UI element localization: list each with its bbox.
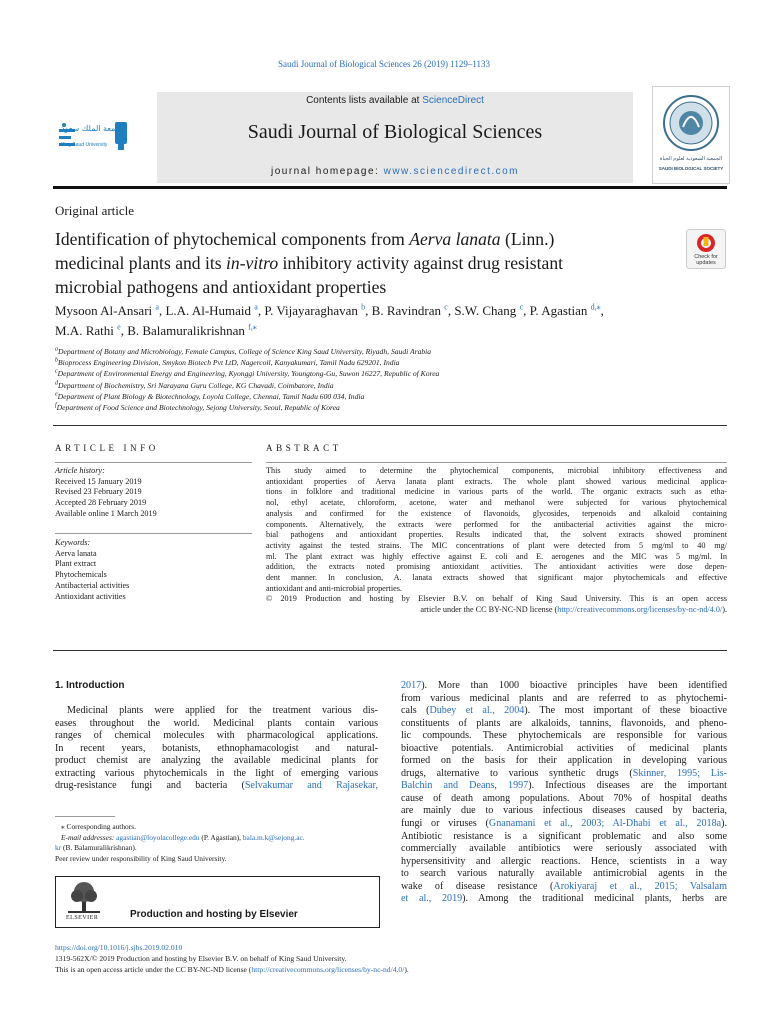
author-affiliation-link[interactable]: a [254,302,258,312]
license-text: ). [722,605,727,615]
affiliation-text: Department of Biochemistry, Sri Narayana Guru College, KG Chavadi, Coimbatore, India [58,380,334,390]
affiliation-item [55,380,727,391]
author-affiliation-link[interactable]: b [361,302,366,312]
article-history-label: Article history: [55,466,105,475]
body-line: Antibiotic resistance is a significant problematic and also some [401,830,727,842]
body-line: are mainly due to various infectious diseases caused by bacteria, [401,805,727,817]
article-info-heading: ARTICLE INFO [55,443,159,453]
society-logo-english: SAUDI BIOLOGICAL SOCIETY [658,166,724,171]
footnote-rule [55,816,115,817]
abstract-line: ml. The plant extract was highly effective against E. coli and E. aerogenes and the MIC was 5 mg/ml. In [266,551,727,561]
author-affiliation-link[interactable]: d,⁎ [590,302,601,312]
body-line [55,780,378,793]
affiliation-list [55,346,727,413]
introduction-heading: 1. Introduction [55,680,125,691]
abstract-line: tions in folklore and traditional medicine in various parts of the world. The organic extracts such as etha- [266,487,727,497]
keyword-item: Phytochemicals [55,570,107,580]
keywords-rule [55,533,252,534]
affiliation-marker: d [55,380,58,387]
abstract-line: dent manner. In conclusion, A. lanata extracts showed that significant major phytochemicals and effective [266,573,727,583]
author-name: B. Ravindran [371,303,441,318]
abstract-line: components. Alternatively, the extracts were performed for the antibacterial activities against the micro- [266,519,727,529]
author-line-2: M.A. Rathi $^e$, B. Balamuralikrishnan $^{f,⁎}$ [55,322,257,338]
abstract-line: antioxidant and anti-microbial properties. [266,583,402,593]
author-name: Mysoon Al-Ansari [55,303,153,318]
abstract-copyright: © 2019 Production and hosting by Elsevier B.V. on behalf of King Saud University. This is an open access [266,594,727,604]
affiliation-text: Department of Environmental Energy and Engineering, Kyonggi University, Youngtong-Gu, Suwon 16227, Republic of Korea [57,369,440,379]
article-info-rule [55,462,252,463]
author-affiliation-link[interactable]: c [519,302,524,312]
abstract-body [266,466,727,616]
introduction-right-column [401,680,727,906]
saudi-biological-society-logo [652,86,730,184]
doi-link[interactable]: https://doi.org/10.1016/j.sjbs.2019.02.010 [55,943,183,952]
peer-review-note: Peer review under responsibility of King Saud University. [55,854,227,864]
open-access-line [55,964,727,975]
license-text: ). [404,965,409,975]
title-text: inhibitory activity against drug resistant [278,253,564,273]
check-for-updates-button[interactable] [686,229,726,269]
license-link[interactable]: http://creativecommons.org/licenses/by-nc-nd/4.0/ [557,605,723,615]
keyword-item: Antioxidant activities [55,591,126,601]
abstract-line: addition, the extracts noted promising antioxidant activities. The antioxidant activities were dose depen- [266,562,727,572]
keyword-item: Antibacterial activities [55,580,130,590]
author-name: P. Vijayaraghavan [264,303,358,318]
abstract-heading: ABSTRACT [266,443,342,453]
body-line: In recent years, botanists, ethnophamacologist and natural- [55,742,378,754]
body-line: Medicinal plants were applied for the treatment various dis- [67,705,378,716]
body-line [401,705,727,718]
author-list [55,301,727,341]
affiliation-text: Department of Botany and Microbiology, Female Campus, College of Science King Saud University, Riyadh, Saudi Arabia [58,347,432,356]
body-line: bioactive potentials. Antimicrobial activities of medicinal plants [401,742,727,754]
affiliation-text: Department of Plant Biology & Biotechnology, Loyola College, Chennai, Tamil Nadu 600 034, India [57,391,365,401]
body-line: lic compounds. These phytochemicals are responsible for various [401,730,727,742]
body-line [401,893,727,906]
affiliation-marker: c [55,368,58,375]
body-line: commercially available antibiotics were seriously associated with [401,843,727,855]
affiliation-marker: b [55,357,58,364]
ksu-logo-english: King Saud University [61,142,108,148]
society-logo-arabic: الجمعية السعودية لعلوم الحياة [659,156,723,162]
title-text: Identification of phytochemical components from [55,229,410,249]
elsevier-box [55,876,380,928]
abstract-line: bial pathogens and antioxidant properties. Results indicated that, the solvent extracts showed prominent [266,530,727,540]
abstract-license [266,605,727,616]
check-updates-line2: updates [696,260,716,266]
affiliation-marker: a [55,346,58,353]
body-line: hypersensitivity and allergic reactions. Hence, scientists in a way [401,855,727,867]
email-link[interactable]: agastian@loyolacollege.edu [116,832,200,842]
body-text: cals ( [401,705,430,717]
homepage-link[interactable]: www.sciencedirect.com [383,166,520,177]
history-online: Available online 1 March 2019 [55,508,157,518]
check-updates-line1: Check for [694,254,718,260]
affiliation-text: Department of Food Science and Biotechnology, Sejong University, Seoul, Republic of Korea [56,403,340,413]
citation-link[interactable]: Skinner, 1995; Lis- [632,767,727,779]
body-text: ). [721,818,727,830]
email-link[interactable]: kr [55,843,62,853]
abstract-line: analysis and confirmed for the existence of flavonoids, glycosides, terpenoids and alkaloid containing [266,508,727,518]
article-type: Original article [55,203,135,218]
article-history [55,466,252,520]
body-line: extracting various phytochemicals in the light of emerging various [55,767,378,779]
body-text: fungi or viruses ( [401,818,489,830]
title-line-1 [55,227,665,251]
affiliation-item [55,391,727,402]
journal-title: Saudi Journal of Biological Sciences [247,121,543,143]
affiliation-item [55,368,727,379]
ksu-logo [55,118,137,158]
citation-link[interactable]: Selvakumar and Rajasekar, [244,780,378,792]
author-name: B. Balamuralikrishnan [127,323,245,338]
body-text: drugs, alternative to various synthetic drugs ( [401,767,633,779]
keywords-label: Keywords: [55,538,91,547]
affiliation-item [55,402,727,413]
author-name: L.A. Al-Humaid [165,303,252,318]
abstract-rule [266,462,727,463]
author-affiliation-link[interactable]: a [155,302,159,312]
body-line: ranges of chemical molecules with pharmacological applications. [55,730,378,742]
author-name: P. Agastian [529,303,588,318]
affiliation-item [55,357,727,368]
sciencedirect-link[interactable]: ScienceDirect [422,95,484,106]
issn-line: 1319-562X/© 2019 Production and hosting by Elsevier B.V. on behalf of King Saud University. [55,954,347,964]
author-name: M.A. Rathi [55,323,114,338]
abstract-line: antioxidant properties of Aerva lanata plant extracts. The whole plant showed various medicinal applica- [266,476,727,486]
citation-link[interactable]: Gnanamani et al., 2003; Al-Dhabi et al., 2018a [488,818,722,830]
abstract-bottom-divider [53,650,727,651]
title-text: (Linn.) [500,229,555,249]
keyword-item: Aerva lanata [55,548,97,558]
author-affiliation-link[interactable]: e [117,322,121,332]
keywords-block [55,538,252,602]
affiliation-item [55,346,727,357]
page-footer [55,942,727,976]
email-owner: (B. Balamuralikrishnan). [61,843,137,853]
elsevier-logo-text: ELSEVIER [66,915,99,921]
body-text: ). More than 1000 bioactive principles have been identified [421,680,727,691]
email-line [55,833,378,844]
history-revised: Revised 23 February 2019 [55,487,142,497]
affiliation-marker: e [55,391,58,398]
body-text: ). Infectious diseases are the important [528,780,727,792]
affiliation-marker: f [55,402,57,409]
body-line: cause of death among populations. About 70% of hospital deaths [401,792,727,804]
title-italic: in-vitro [226,253,279,273]
corresponding-authors-note: ⁎ Corresponding authors. [61,822,136,831]
abstract-line: nol, ethyl acetate, chloroform, acetone, water and methanol were subjected for various phytochemical [266,498,727,508]
body-line [401,680,727,693]
citation-link[interactable]: Balchin and Deans, 1997 [401,780,529,792]
body-line [401,768,727,781]
citation-link[interactable]: Arokiyaraj et al., 2015; Valsalam [553,880,727,892]
keyword-item: Plant extract [55,559,97,569]
elsevier-tree-icon [66,880,102,914]
body-line: eases throughout the world. Medicinal plants contain various [55,717,378,729]
body-text: drug-resistance fungi and bacteria ( [55,780,245,792]
history-accepted: Accepted 28 February 2019 [55,498,147,508]
ksu-logo-arabic: جامعة الملك سعود [61,124,123,133]
email-owner: (P. Agastian), [199,832,243,842]
license-link[interactable]: http://creativecommons.org/licenses/by-nc-nd/4.0/ [251,965,405,975]
body-line: constituents of plants are alkaloids, tannins, flavonoids, and pheno- [401,717,727,729]
title-line-3: microbial pathogens and antioxidant properties [55,277,387,297]
title-text: medicinal plants and its [55,253,227,273]
body-text: ). Among the traditional medicinal plants, herbs are [462,893,727,905]
body-line [401,881,727,894]
affiliation-text: Bioprocess Engineering Division, Smykon Biotech Pvt LtD, Nagercoil, Kanyakumari, Tamil Nadu 629201, India [58,358,400,368]
body-line: formed on the basis for their application in developing various [401,755,727,767]
footnotes [55,822,378,865]
header-divider [53,186,727,189]
email-label: E-mail addresses: [61,832,117,842]
title-species: Aerva lanata [409,229,501,249]
contents-prefix: Contents lists available at [306,95,423,106]
body-line [401,780,727,793]
citation-link[interactable]: 2017 [401,680,422,691]
abstract-line: activity against the tested strains. The MIC concentrations of plant were detected from 5 mg/ml to 40 mg/ [266,540,727,550]
homepage-label: journal homepage: [270,166,384,177]
body-line: from various medicinal plants and are referred to as phytochemi- [401,692,727,704]
citation-link[interactable]: et al., 2019 [401,893,463,905]
author-affiliation-link[interactable]: f,⁎ [248,322,257,332]
body-text: ). The most important of these bioactive [524,705,727,717]
body-line: product chemist are analyzing the available medicinal plants for [55,755,378,767]
author-affiliation-link[interactable]: c [444,302,448,312]
article-title [55,227,665,299]
body-text: wake of disease resistance ( [401,880,554,892]
journal-homepage [157,166,633,177]
body-line: to search various naturally available antimicrobial agents in the [401,868,727,880]
license-text: This is an open access article under the CC BY-NC-ND license ( [55,965,252,975]
license-text: article under the CC BY-NC-ND license ( [420,605,558,615]
email-link[interactable]: bala.m.k@sejong.ac. [242,832,305,842]
email-line-cont [55,843,378,854]
production-hosting-text: Production and hosting by Elsevier [130,909,298,920]
abstract-line: This study aimed to determine the phytochemical components, microbial inhibitory effectiveness and [266,466,727,475]
author-line-1: Mysoon Al-Ansari $^a$, L.A. Al-Humaid $^a$, P. Vijayaraghavan $^b$, B. Ravindran $^c$, S.W. Chang $^c$, P. Agastian $^{d,⁎}$, [55,302,604,318]
author-name: S.W. Chang [454,303,517,318]
history-received: Received 15 January 2019 [55,476,142,486]
section-divider [53,425,727,426]
body-line [401,818,727,831]
title-line-2 [55,251,665,275]
contents-line [157,95,633,106]
journal-citation[interactable]: Saudi Journal of Biological Sciences 26 (2019) 1129–1133 [277,59,491,69]
introduction-left-column [55,705,378,793]
citation-link[interactable]: Dubey et al., 2004 [429,705,525,717]
